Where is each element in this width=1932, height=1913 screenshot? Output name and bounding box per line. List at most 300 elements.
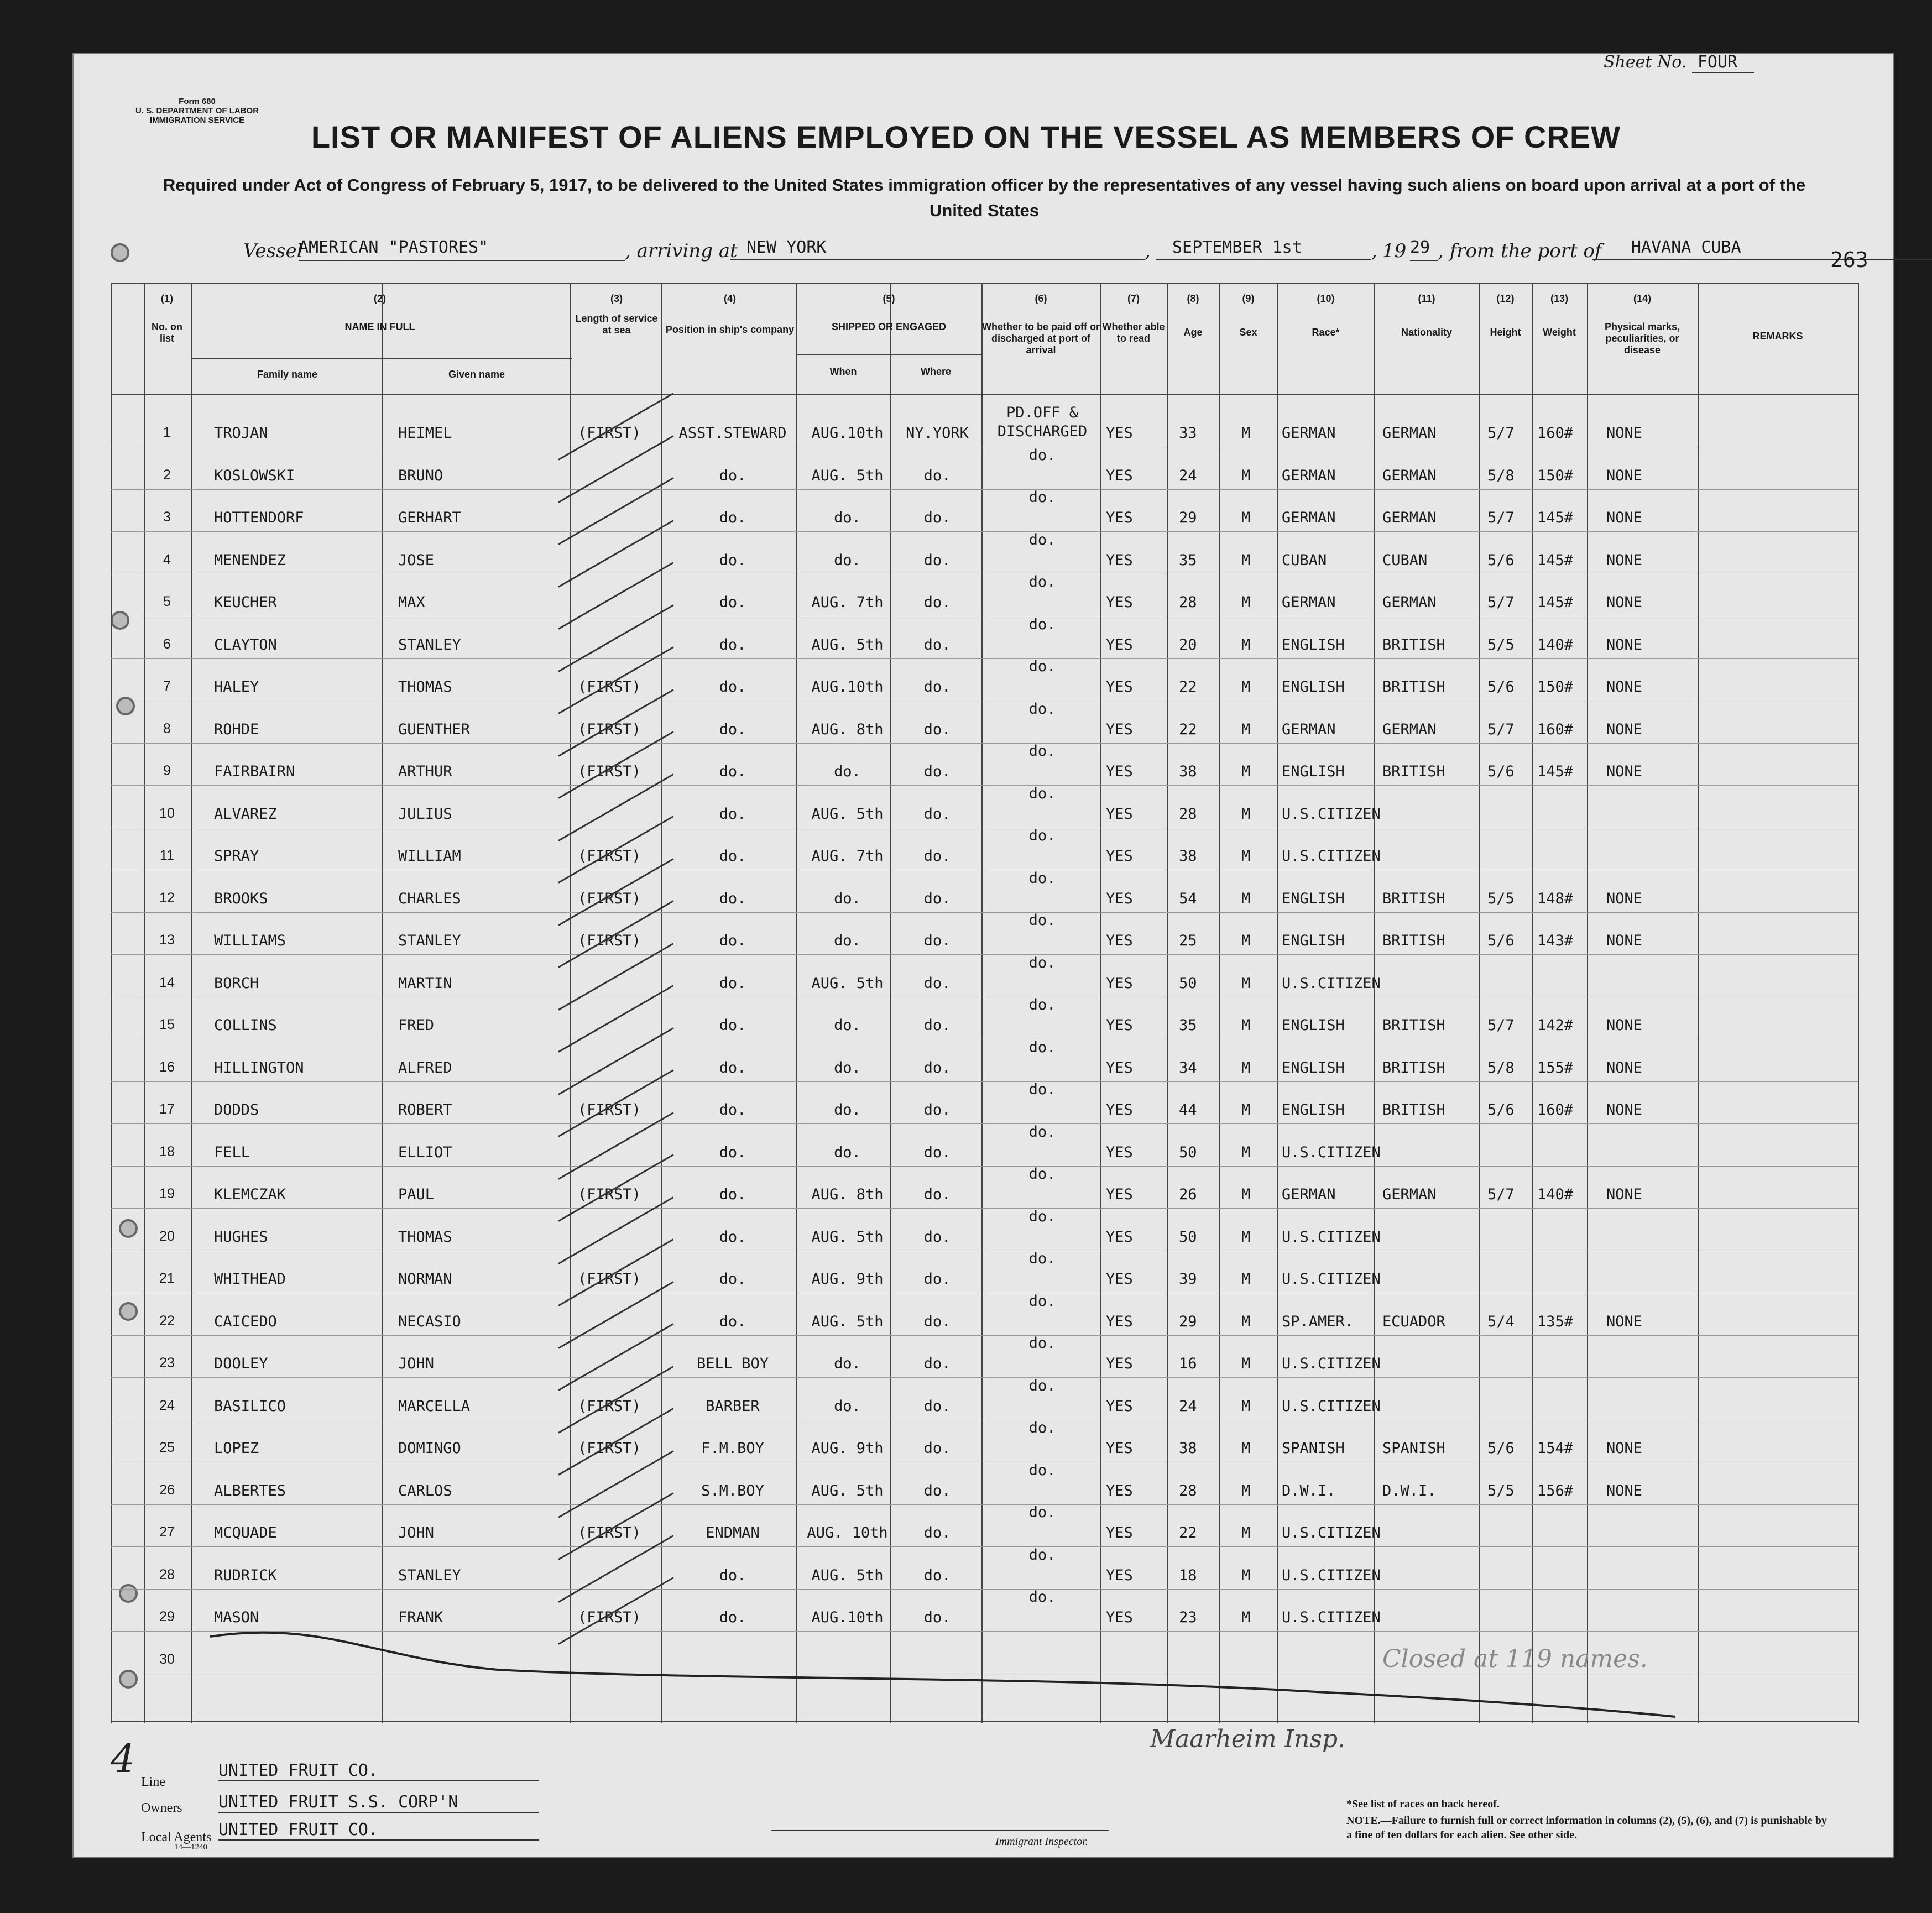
cell-race: GERMAN — [1282, 720, 1336, 738]
cell-race: ENGLISH — [1282, 932, 1345, 949]
cell-marks: NONE — [1606, 551, 1643, 569]
cell-service: (FIRST) — [578, 1101, 641, 1118]
cell-age: 16 — [1179, 1355, 1197, 1372]
cell-position: do. — [719, 636, 746, 654]
cell-position: S.M.BOY — [701, 1482, 764, 1499]
cell-paid: do. — [1028, 827, 1056, 844]
cell-age: 44 — [1179, 1101, 1197, 1118]
cell-n: 3 — [163, 509, 171, 525]
cell-when: do. — [834, 763, 861, 780]
cell-age: 22 — [1179, 720, 1197, 738]
cell-given: CARLOS — [398, 1482, 452, 1499]
cell-n: 24 — [159, 1397, 175, 1413]
vessel-name: AMERICAN "PASTORES" — [299, 238, 625, 261]
line-label: Line — [141, 1775, 165, 1789]
sheet-label: Sheet No. — [1604, 53, 1687, 72]
cell-when: do. — [834, 1143, 861, 1161]
cell-where: do. — [923, 1524, 951, 1541]
cell-read: YES — [1106, 974, 1133, 992]
cell-service: (FIRST) — [578, 848, 641, 865]
cell-service: (FIRST) — [578, 720, 641, 738]
cell-given: HEIMEL — [398, 425, 452, 442]
cell-read: YES — [1106, 848, 1133, 865]
cell-n: 26 — [159, 1482, 175, 1498]
cell-sex: M — [1241, 594, 1251, 611]
cell-given: MARCELLA — [398, 1397, 471, 1415]
cell-when: AUG. 9th — [811, 1440, 884, 1457]
cell-when: AUG.10th — [811, 425, 884, 442]
cell-where: do. — [923, 1355, 951, 1372]
cell-read: YES — [1106, 425, 1133, 442]
cell-race: ENGLISH — [1282, 1017, 1345, 1034]
cell-n: 16 — [159, 1059, 175, 1075]
cell-age: 34 — [1179, 1059, 1197, 1076]
cell-age: 24 — [1179, 1397, 1197, 1415]
cell-paid: do. — [1028, 1546, 1056, 1564]
cell-marks: NONE — [1606, 636, 1643, 654]
cell-sex: M — [1241, 1609, 1251, 1626]
cell-sex: M — [1241, 890, 1251, 907]
cell-sex: M — [1241, 932, 1251, 949]
cell-n: 17 — [159, 1101, 175, 1117]
cell-marks: NONE — [1606, 1313, 1643, 1330]
cell-read: YES — [1106, 636, 1133, 654]
form-number: Form 680 — [179, 97, 216, 106]
header-col11: (11) Nationality — [1401, 293, 1452, 338]
cell-marks: NONE — [1606, 678, 1643, 696]
cell-weight: 145# — [1537, 594, 1574, 611]
cell-age: 24 — [1179, 467, 1197, 484]
cell-read: YES — [1106, 1228, 1133, 1246]
cell-height: 5/5 — [1487, 890, 1515, 907]
cell-position: do. — [719, 1059, 746, 1076]
cell-nationality: GERMAN — [1382, 467, 1437, 484]
cell-family: HOTTENDORF — [214, 509, 304, 526]
cell-paid: do. — [1028, 743, 1056, 760]
cell-given: THOMAS — [398, 1228, 452, 1246]
cell-when: do. — [834, 932, 861, 949]
cell-sex: M — [1241, 974, 1251, 992]
cell-race: U.S.CITIZEN — [1282, 1566, 1381, 1584]
cell-height: 5/5 — [1487, 1482, 1515, 1499]
cell-weight: 140# — [1537, 636, 1574, 654]
cell-family: ALVAREZ — [214, 805, 277, 823]
cell-height: 5/7 — [1487, 509, 1515, 526]
cell-when: do. — [834, 1017, 861, 1034]
cell-sex: M — [1241, 1482, 1251, 1499]
cell-n: 23 — [159, 1355, 175, 1371]
cell-given: PAUL — [398, 1186, 435, 1203]
cell-weight: 145# — [1537, 551, 1574, 569]
cell-read: YES — [1106, 594, 1133, 611]
cell-where: do. — [923, 1143, 951, 1161]
cell-race: ENGLISH — [1282, 763, 1345, 780]
header-where: Where — [920, 366, 951, 377]
cell-race: U.S.CITIZEN — [1282, 1609, 1381, 1626]
cell-given: NECASIO — [398, 1313, 461, 1330]
cell-nationality: BRITISH — [1382, 932, 1445, 949]
cell-nationality: GERMAN — [1382, 594, 1437, 611]
cell-race: U.S.CITIZEN — [1282, 1228, 1381, 1246]
cell-paid: do. — [1028, 869, 1056, 887]
cell-where: do. — [923, 763, 951, 780]
cell-family: MASON — [214, 1609, 259, 1626]
header-col14: (14) Physical marks, peculiarities, or disease — [1604, 293, 1680, 356]
cell-given: STANLEY — [398, 932, 461, 949]
cell-family: FELL — [214, 1143, 250, 1161]
arriving-label: , arriving at — [625, 240, 738, 262]
cell-position: do. — [719, 467, 746, 484]
cell-given: GUENTHER — [398, 720, 471, 738]
cell-service: (FIRST) — [578, 425, 641, 442]
cell-paid: do. — [1028, 700, 1056, 718]
cell-sex: M — [1241, 1313, 1251, 1330]
cell-paid: do. — [1028, 1123, 1056, 1141]
cell-read: YES — [1106, 1059, 1133, 1076]
punch-hole — [111, 243, 129, 262]
cell-family: KLEMCZAK — [214, 1186, 286, 1203]
cell-nationality: BRITISH — [1382, 678, 1445, 696]
cell-where: do. — [923, 1313, 951, 1330]
cell-n: 2 — [163, 467, 171, 483]
cell-position: do. — [719, 805, 746, 823]
cell-sex: M — [1241, 636, 1251, 654]
cell-sex: M — [1241, 848, 1251, 865]
cell-nationality: BRITISH — [1382, 1059, 1445, 1076]
cell-marks: NONE — [1606, 1101, 1643, 1118]
cell-race: ENGLISH — [1282, 1059, 1345, 1076]
cell-age: 28 — [1179, 594, 1197, 611]
cell-when: AUG. 5th — [811, 1313, 884, 1330]
cell-read: YES — [1106, 509, 1133, 526]
cell-sex: M — [1241, 1524, 1251, 1541]
cell-read: YES — [1106, 1566, 1133, 1584]
cell-where: do. — [923, 1271, 951, 1288]
cell-paid: do. — [1028, 912, 1056, 929]
cell-weight: 135# — [1537, 1313, 1574, 1330]
cell-weight: 160# — [1537, 720, 1574, 738]
cell-weight: 155# — [1537, 1059, 1574, 1076]
cell-given: JULIUS — [398, 805, 452, 823]
cell-where: do. — [923, 805, 951, 823]
cell-age: 54 — [1179, 890, 1197, 907]
cell-age: 25 — [1179, 932, 1197, 949]
cell-family: CAICEDO — [214, 1313, 277, 1330]
cell-race: U.S.CITIZEN — [1282, 1355, 1381, 1372]
cell-when: AUG.10th — [811, 1609, 884, 1626]
cell-n: 10 — [159, 805, 175, 821]
cell-race: ENGLISH — [1282, 1101, 1345, 1118]
cell-weight: 143# — [1537, 932, 1574, 949]
cell-age: 50 — [1179, 1143, 1197, 1161]
cell-family: HUGHES — [214, 1228, 268, 1246]
cell-read: YES — [1106, 1186, 1133, 1203]
cell-position: do. — [719, 1101, 746, 1118]
cell-read: YES — [1106, 805, 1133, 823]
cell-height: 5/6 — [1487, 1440, 1515, 1457]
cell-position: do. — [719, 551, 746, 569]
agents-label: Local Agents — [141, 1830, 212, 1844]
cell-read: YES — [1106, 1017, 1133, 1034]
cell-marks: NONE — [1606, 1059, 1643, 1076]
cell-race: ENGLISH — [1282, 636, 1345, 654]
cell-family: ROHDE — [214, 720, 259, 738]
cell-height: 5/6 — [1487, 763, 1515, 780]
cell-when: AUG. 9th — [811, 1271, 884, 1288]
cell-sex: M — [1241, 1271, 1251, 1288]
cell-n: 30 — [159, 1651, 175, 1667]
cell-marks: NONE — [1606, 890, 1643, 907]
cell-paid: do. — [1028, 954, 1056, 971]
cell-family: BASILICO — [214, 1397, 286, 1415]
cell-paid: do. — [1028, 489, 1056, 506]
cell-age: 29 — [1179, 1313, 1197, 1330]
cell-when: do. — [834, 551, 861, 569]
cell-age: 28 — [1179, 1482, 1197, 1499]
cell-read: YES — [1106, 1143, 1133, 1161]
cell-read: YES — [1106, 551, 1133, 569]
cell-family: DOOLEY — [214, 1355, 268, 1372]
cell-paid: do. — [1028, 1461, 1056, 1479]
cell-height: 5/7 — [1487, 720, 1515, 738]
cell-race: U.S.CITIZEN — [1282, 848, 1381, 865]
cell-family: HILLINGTON — [214, 1059, 304, 1076]
header-col13: (13) Weight — [1543, 293, 1576, 338]
agents-value: UNITED FRUIT CO. — [218, 1820, 539, 1841]
cell-weight: 145# — [1537, 509, 1574, 526]
header-family-name: Family name — [257, 369, 318, 380]
header-col3: (3) Length of service at sea — [575, 293, 658, 336]
line-value: UNITED FRUIT CO. — [218, 1761, 539, 1781]
cell-where: do. — [923, 932, 951, 949]
cell-age: 38 — [1179, 763, 1197, 780]
cell-service: (FIRST) — [578, 1440, 641, 1457]
cell-sex: M — [1241, 1059, 1251, 1076]
cell-read: YES — [1106, 763, 1133, 780]
header-remarks: REMARKS — [1752, 331, 1803, 342]
cell-read: YES — [1106, 467, 1133, 484]
cell-where: do. — [923, 1186, 951, 1203]
cell-position: do. — [719, 1271, 746, 1288]
penalty-note: NOTE.—Failure to furnish full or correct information in columns (2), (5), (6), and (7) is punishable by a fine of ten dollars for each alien. See other side. — [1346, 1815, 1827, 1841]
cell-n: 12 — [159, 890, 175, 906]
header-col2: (2) NAME IN FULL — [344, 293, 415, 332]
cell-family: BORCH — [214, 974, 259, 992]
owners-value: UNITED FRUIT S.S. CORP'N — [218, 1792, 539, 1813]
cell-height: 5/4 — [1487, 1313, 1515, 1330]
cell-marks: NONE — [1606, 425, 1643, 442]
cell-race: SP.AMER. — [1282, 1313, 1354, 1330]
owners-label: Owners — [141, 1801, 182, 1815]
cell-race: U.S.CITIZEN — [1282, 974, 1381, 992]
cell-n: 8 — [163, 720, 171, 736]
cell-position: do. — [719, 509, 746, 526]
cell-race: U.S.CITIZEN — [1282, 1524, 1381, 1541]
cell-given: STANLEY — [398, 636, 461, 654]
cell-age: 22 — [1179, 678, 1197, 696]
cell-height: 5/8 — [1487, 467, 1515, 484]
page-subtitle: Required under Act of Congress of February 5, 1917, to be delivered to the United States immigration officer by the representatives of any vessel having such aliens on board upon arrival at a port of the United States — [163, 175, 1806, 220]
closing-strikeline — [210, 1625, 1681, 1736]
cell-race: U.S.CITIZEN — [1282, 805, 1381, 823]
cell-sex: M — [1241, 1101, 1251, 1118]
cell-paid: PD.OFF & DISCHARGED — [997, 404, 1088, 440]
arrival-date: SEPTEMBER 1st — [1156, 238, 1371, 260]
cell-height: 5/6 — [1487, 551, 1515, 569]
cell-when: AUG. 5th — [811, 805, 884, 823]
cell-sex: M — [1241, 467, 1251, 484]
cell-where: do. — [923, 890, 951, 907]
cell-race: D.W.I. — [1282, 1482, 1336, 1499]
header-col10: (10) Race* — [1312, 293, 1340, 338]
cell-weight: 150# — [1537, 467, 1574, 484]
cell-where: do. — [923, 1017, 951, 1034]
cell-family: BROOKS — [214, 890, 268, 907]
cell-height: 5/6 — [1487, 932, 1515, 949]
cell-paid: do. — [1028, 1208, 1056, 1225]
cell-n: 25 — [159, 1440, 175, 1455]
cell-weight: 140# — [1537, 1186, 1574, 1203]
cell-height: 5/6 — [1487, 1101, 1515, 1118]
cell-given: FRED — [398, 1017, 435, 1034]
cell-marks: NONE — [1606, 720, 1643, 738]
cell-position: BELL BOY — [696, 1355, 769, 1372]
cell-family: ALBERTES — [214, 1482, 286, 1499]
cell-paid: do. — [1028, 573, 1056, 590]
page-title: LIST OR MANIFEST OF ALIENS EMPLOYED ON THE VESSEL AS MEMBERS OF CREW — [311, 119, 1621, 154]
cell-weight: 160# — [1537, 1101, 1574, 1118]
cell-position: do. — [719, 974, 746, 992]
form-department: U. S. DEPARTMENT OF LABOR — [135, 106, 259, 116]
cell-position: do. — [719, 848, 746, 865]
cell-nationality: CUBAN — [1382, 551, 1428, 569]
footer-print-code: 14—1240 — [174, 1843, 207, 1852]
header-col12: (12) Height — [1490, 293, 1521, 338]
cell-sex: M — [1241, 1397, 1251, 1415]
cell-given: GERHART — [398, 509, 461, 526]
cell-paid: do. — [1028, 1038, 1056, 1056]
cell-n: 27 — [159, 1524, 175, 1540]
cell-race: GERMAN — [1282, 1186, 1336, 1203]
cell-nationality: SPANISH — [1382, 1440, 1445, 1457]
cell-given: FRANK — [398, 1609, 443, 1626]
cell-weight: 142# — [1537, 1017, 1574, 1034]
cell-where: do. — [923, 1228, 951, 1246]
race-note: *See list of races on back hereof. — [1346, 1798, 1500, 1810]
cell-family: WHITHEAD — [214, 1271, 286, 1288]
cell-read: YES — [1106, 1313, 1133, 1330]
header-col1: (1) No. on list — [152, 293, 182, 344]
cell-position: do. — [719, 890, 746, 907]
cell-n: 29 — [159, 1609, 175, 1624]
cell-sex: M — [1241, 1143, 1251, 1161]
cell-n: 11 — [160, 848, 174, 863]
cell-given: CHARLES — [398, 890, 461, 907]
cell-sex: M — [1241, 1355, 1251, 1372]
cell-paid: do. — [1028, 1335, 1056, 1352]
cell-where: do. — [923, 636, 951, 654]
cell-sex: M — [1241, 763, 1251, 780]
cell-given: ELLIOT — [398, 1143, 452, 1161]
cell-sex: M — [1241, 1440, 1251, 1457]
cell-age: 26 — [1179, 1186, 1197, 1203]
cell-age: 20 — [1179, 636, 1197, 654]
cell-age: 18 — [1179, 1566, 1197, 1584]
from-port: HAVANA CUBA — [1592, 238, 1932, 260]
cell-when: do. — [834, 890, 861, 907]
cell-nationality: ECUADOR — [1382, 1313, 1445, 1330]
cell-where: do. — [923, 467, 951, 484]
cell-family: MENENDEZ — [214, 551, 286, 569]
cell-where: do. — [923, 509, 951, 526]
cell-age: 22 — [1179, 1524, 1197, 1541]
cell-position: do. — [719, 932, 746, 949]
cell-marks: NONE — [1606, 509, 1643, 526]
cell-nationality: D.W.I. — [1382, 1482, 1437, 1499]
cell-read: YES — [1106, 1101, 1133, 1118]
cell-weight: 160# — [1537, 425, 1574, 442]
cell-when: AUG. 5th — [811, 1566, 884, 1584]
cell-when: AUG. 8th — [811, 720, 884, 738]
cell-race: GERMAN — [1282, 425, 1336, 442]
cell-n: 4 — [163, 551, 171, 567]
cell-sex: M — [1241, 678, 1251, 696]
header-col8: (8) Age — [1183, 293, 1203, 338]
cell-family: LOPEZ — [214, 1440, 259, 1457]
cell-n: 22 — [159, 1313, 175, 1329]
cell-race: SPANISH — [1282, 1440, 1345, 1457]
cell-marks: NONE — [1606, 1440, 1643, 1457]
cell-height: 5/5 — [1487, 636, 1515, 654]
cell-given: JOSE — [398, 551, 435, 569]
cell-sex: M — [1241, 551, 1251, 569]
cell-marks: NONE — [1606, 763, 1643, 780]
cell-read: YES — [1106, 678, 1133, 696]
cell-position: do. — [719, 678, 746, 696]
cell-where: do. — [923, 848, 951, 865]
cell-race: ENGLISH — [1282, 678, 1345, 696]
cell-position: ENDMAN — [706, 1524, 760, 1541]
year-suffix: 29 — [1410, 238, 1438, 261]
cell-marks: NONE — [1606, 932, 1643, 949]
cell-age: 23 — [1179, 1609, 1197, 1626]
cell-when: AUG. 5th — [811, 467, 884, 484]
cell-given: STANLEY — [398, 1566, 461, 1584]
header-col7: (7) Whether able to read — [1102, 293, 1165, 344]
cell-position: do. — [719, 1566, 746, 1584]
cell-position: do. — [719, 1228, 746, 1246]
cell-paid: do. — [1028, 446, 1056, 464]
cell-nationality: BRITISH — [1382, 763, 1445, 780]
cell-when: AUG. 7th — [811, 594, 884, 611]
cell-sex: M — [1241, 720, 1251, 738]
cell-where: do. — [923, 594, 951, 611]
cell-when: AUG. 5th — [811, 1228, 884, 1246]
cell-height: 5/8 — [1487, 1059, 1515, 1076]
cell-n: 18 — [159, 1143, 175, 1159]
cell-position: do. — [719, 1609, 746, 1626]
cell-family: WILLIAMS — [214, 932, 286, 949]
cell-race: GERMAN — [1282, 509, 1336, 526]
cell-nationality: GERMAN — [1382, 1186, 1437, 1203]
cell-age: 50 — [1179, 974, 1197, 992]
cell-nationality: BRITISH — [1382, 1017, 1445, 1034]
cell-n: 7 — [163, 678, 171, 694]
cell-given: ARTHUR — [398, 763, 452, 780]
cell-age: 38 — [1179, 1440, 1197, 1457]
cell-nationality: BRITISH — [1382, 890, 1445, 907]
cell-sex: M — [1241, 1017, 1251, 1034]
